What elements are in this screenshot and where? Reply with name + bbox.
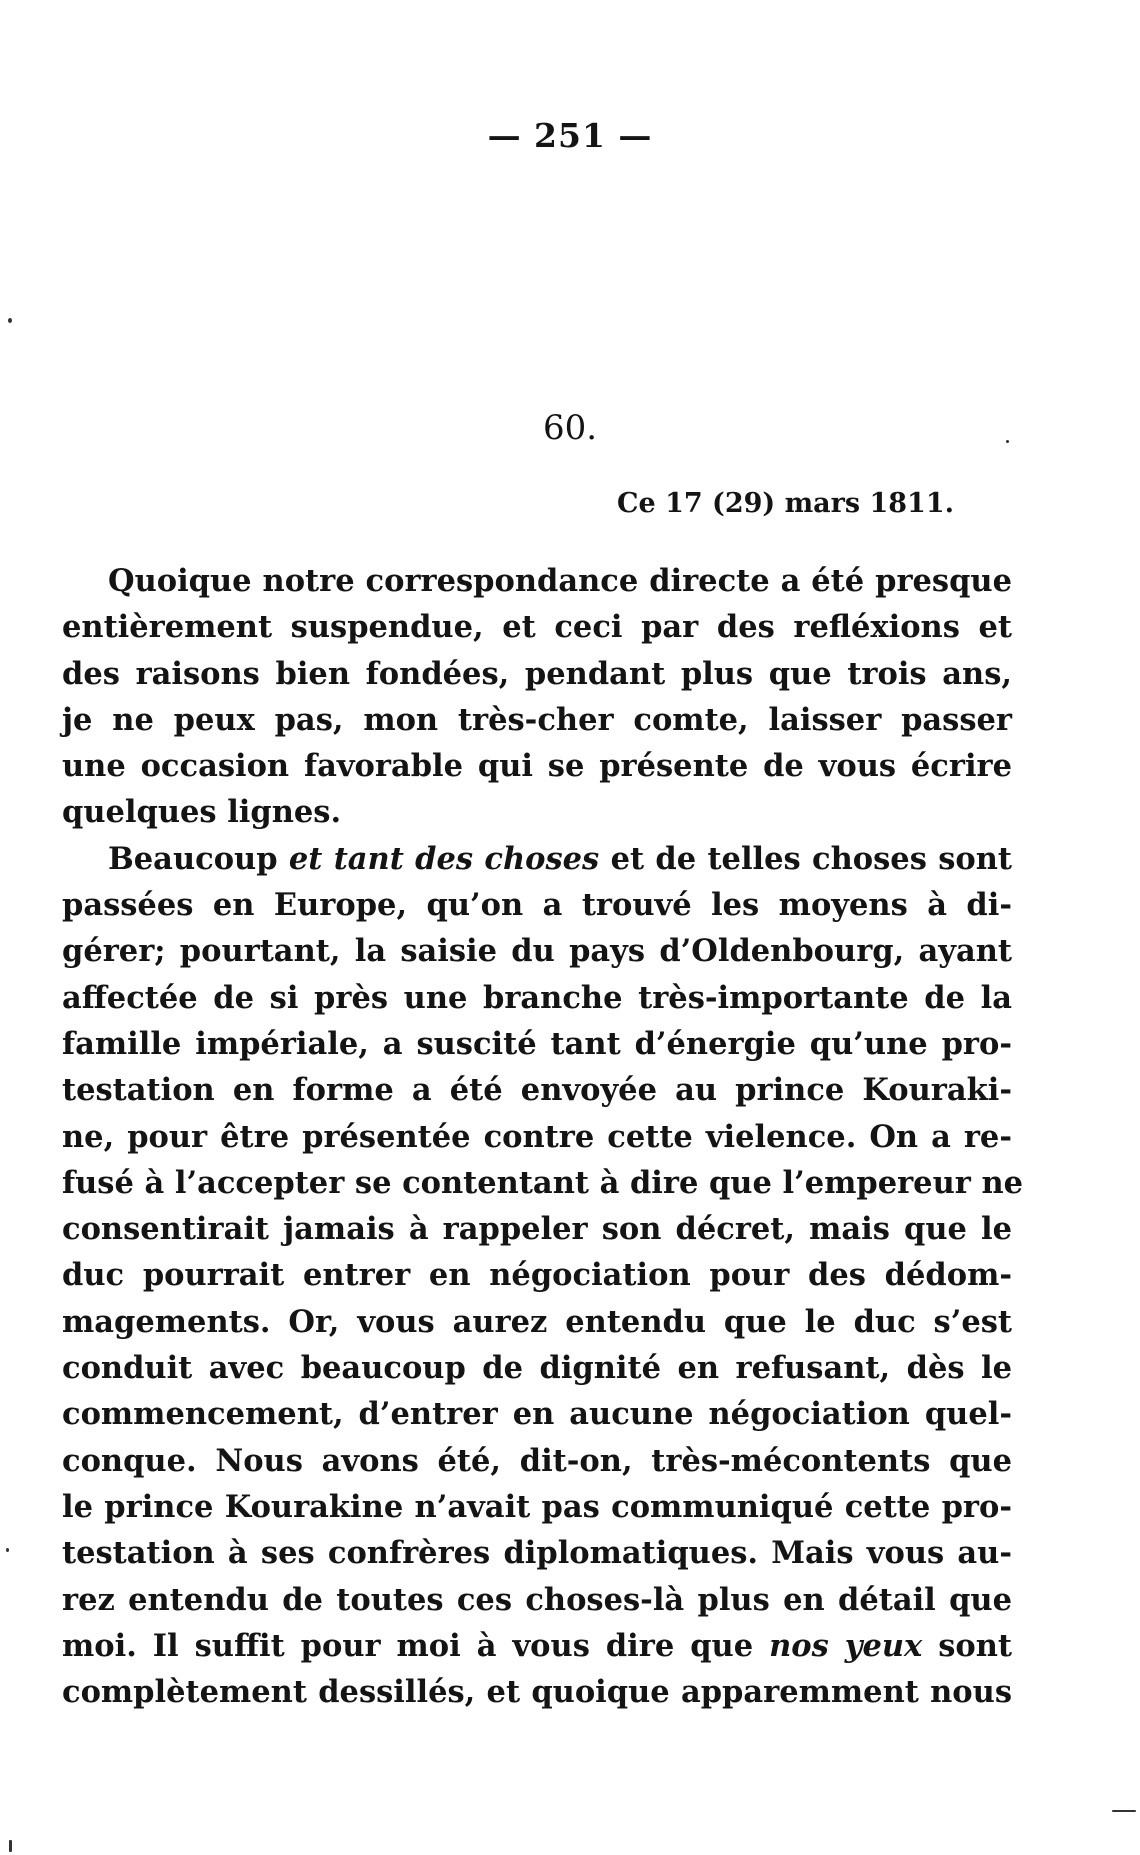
text-line: conque. Nous avons été, dit-on, très-mécontents que: [62, 1442, 1012, 1479]
scan-speck: [9, 1840, 12, 1852]
text-line: quelques lignes.: [62, 794, 342, 831]
text-line: commencement, d’entrer en aucune négociation quel-: [62, 1396, 1012, 1433]
text-line: gérer; pourtant, la saisie du pays d’Oldenbourg, ayant: [62, 933, 1012, 970]
text-line: conduit avec beaucoup de dignité en refusant, dès le: [62, 1350, 1012, 1387]
text-line: Quoique notre correspondance directe a été presque: [108, 563, 1012, 599]
text-line: fusé à l’accepter se contentant à dire que l’empereur ne: [62, 1164, 1024, 1201]
letter-number: 60.: [542, 408, 598, 448]
text-line: affectée de si près une branche très-importante de la: [62, 979, 1012, 1016]
text-line: ne, pour être présentée contre cette vielence. On a re-: [62, 1118, 1012, 1155]
text-line: magements. Or, vous aurez entendu que le duc s’est: [62, 1303, 1012, 1340]
page-number: — 251 —: [487, 116, 653, 155]
text-line: famille impériale, a suscité tant d’énergie qu’une pro-: [62, 1025, 1012, 1062]
italic-phrase: et tant des choses: [288, 840, 600, 877]
text-line: je ne peux pas, mon très-cher comte, laisser passer: [62, 701, 1012, 738]
text-line: des raisons bien fondées, pendant plus que trois ans,: [62, 655, 1012, 692]
paragraph-1: [62, 558, 1012, 836]
text-run: moi. Il suffit pour moi à vous dire que: [62, 1627, 770, 1664]
scan-speck: [8, 318, 12, 323]
text-line: consentirait jamais à rappeler son décret, mais que le: [62, 1211, 1012, 1248]
text-line: [62, 1623, 1012, 1669]
text-line: le prince Kourakine n’avait pas communiqué cette pro-: [62, 1488, 1012, 1525]
text-line: rez entendu de toutes ces choses-là plus en détail que: [62, 1581, 1012, 1618]
text-line: duc pourrait entrer en négociation pour des dédom-: [62, 1257, 1012, 1294]
text-run: Beaucoup: [108, 840, 289, 877]
paragraph-2: [62, 836, 1024, 1716]
text-line: complètement dessillés, et quoique apparemment nous: [62, 1674, 1012, 1711]
text-line: passées en Europe, qu’on a trouvé les moyens à di-: [62, 887, 1012, 924]
text-line: testation à ses confrères diplomatiques. Mais vous au-: [62, 1535, 1012, 1572]
text-run: sont: [922, 1627, 1012, 1664]
scan-speck: [1112, 1810, 1136, 1812]
scan-speck: [6, 1548, 9, 1552]
italic-phrase: nos yeux: [769, 1627, 923, 1664]
text-line: [62, 836, 1012, 882]
text-line: testation en forme a été envoyée au prince Kouraki-: [62, 1072, 1012, 1109]
text-line: entièrement suspendue, et ceci par des refléxions et: [62, 609, 1012, 646]
text-run: et de telles choses sont: [599, 840, 1012, 877]
scan-speck: [1006, 440, 1009, 443]
letter-body: [62, 558, 1024, 1715]
text-line: une occasion favorable qui se présente de vous écrire: [62, 748, 1012, 785]
letter-date: Ce 17 (29) mars 1811.: [617, 488, 954, 519]
